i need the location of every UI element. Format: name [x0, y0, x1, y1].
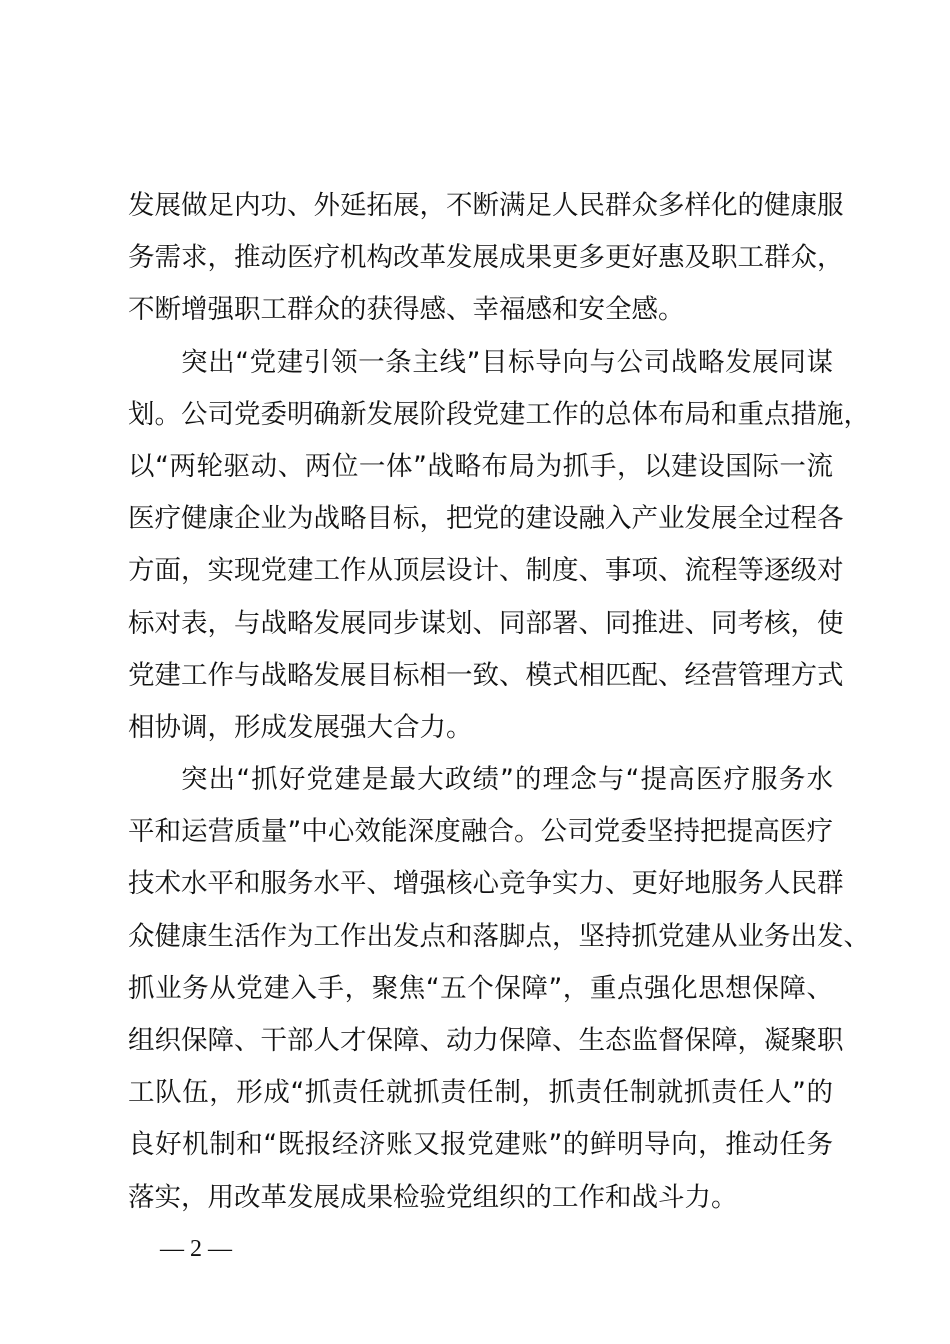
text-line: 以“两轮驱动、两位一体”战略布局为抓手，以建设国际一流 [128, 450, 833, 482]
text-line: 平和运营质量”中心效能深度融合。公司党委坚持把提高医疗 [128, 816, 833, 848]
paragraph [128, 337, 870, 755]
text-line: 突出“党建引领一条主线”目标导向与公司战略发展同谋 [181, 346, 833, 378]
text-line: 抓业务从党建入手，聚焦“五个保障”，重点强化思想保障、 [128, 972, 833, 1004]
text-line: 落实，用改革发展成果检验党组织的工作和战斗力。 [128, 1181, 738, 1213]
paragraph [128, 754, 870, 1224]
text-line: 突出“抓好党建是最大政绩”的理念与“提高医疗服务水 [181, 764, 833, 796]
page-number: — 2 — [160, 1236, 232, 1262]
text-line: 良好机制和“既报经济账又报党建账”的鲜明导向，推动任务 [128, 1129, 833, 1161]
text-line: 工队伍，形成“抓责任就抓责任制，抓责任制就抓责任人”的 [128, 1077, 833, 1109]
text-line: 划。公司党委明确新发展阶段党建工作的总体布局和重点措施， [128, 398, 870, 430]
text-line: 标对表，与战略发展同步谋划、同部署、同推进、同考核，使 [128, 607, 844, 639]
text-line: 党建工作与战略发展目标相一致、模式相匹配、经营管理方式 [128, 659, 844, 691]
text-line: 务需求，推动医疗机构改革发展成果更多更好惠及职工群众， [128, 242, 844, 274]
text-line: 相协调，形成发展强大合力。 [128, 711, 473, 743]
text-line: 组织保障、干部人才保障、动力保障、生态监督保障，凝聚职 [128, 1025, 844, 1056]
text-line: 医疗健康企业为战略目标，把党的建设融入产业发展全过程各 [128, 503, 844, 535]
document-body [128, 180, 870, 1224]
paragraph [128, 180, 844, 337]
text-line: 技术水平和服务水平、增强核心竞争实力、更好地服务人民群 [128, 868, 844, 900]
text-line: 方面，实现党建工作从顶层设计、制度、事项、流程等逐级对 [128, 555, 844, 587]
text-line: 发展做足内功、外延拓展，不断满足人民群众多样化的健康服 [128, 190, 844, 221]
text-line: 众健康生活作为工作出发点和落脚点，坚持抓党建从业务出发、 [128, 920, 870, 952]
text-line: 不断增强职工群众的获得感、幸福感和安全感。 [128, 294, 685, 326]
